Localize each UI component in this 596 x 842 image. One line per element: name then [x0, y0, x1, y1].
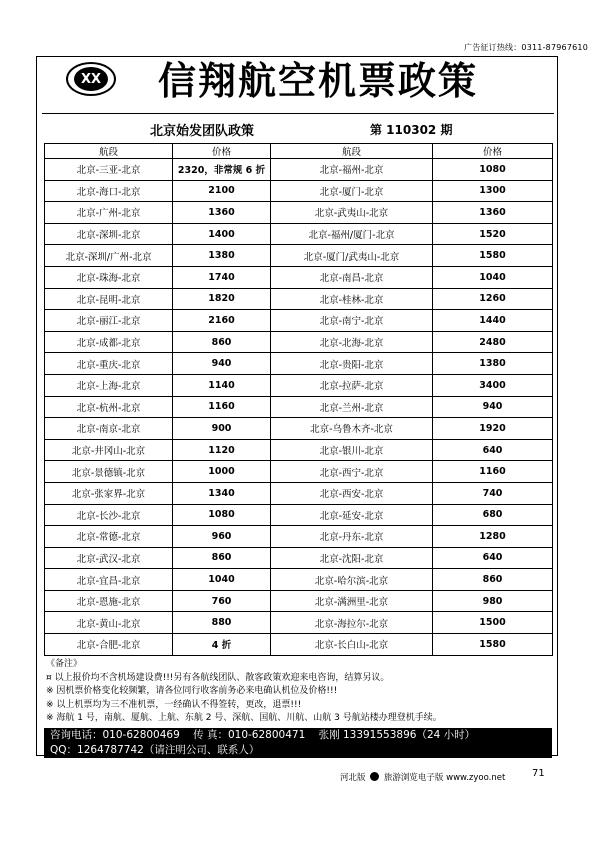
route-cell: 北京-井冈山-北京 — [45, 439, 173, 461]
price-cell: 1140 — [173, 374, 271, 396]
price-cell: 900 — [173, 418, 271, 440]
price-cell: 1400 — [173, 223, 271, 245]
route-cell: 北京-黄山-北京 — [45, 612, 173, 634]
price-cell: 1120 — [173, 439, 271, 461]
route-cell: 北京-珠海-北京 — [45, 266, 173, 288]
price-cell: 980 — [433, 590, 553, 612]
table-row — [45, 223, 553, 245]
table-row — [45, 418, 553, 440]
table-row — [45, 353, 553, 375]
price-cell: 1740 — [173, 266, 271, 288]
table-row — [45, 634, 553, 656]
table-row — [45, 569, 553, 591]
footer-site: 旅游浏览电子版 www.zyoo.net — [383, 773, 506, 783]
fare-table — [44, 143, 553, 656]
route-cell: 北京-成都-北京 — [45, 331, 173, 353]
route-cell: 北京-昆明-北京 — [45, 288, 173, 310]
price-cell: 1440 — [433, 310, 553, 332]
route-cell: 北京-福州-北京 — [271, 159, 433, 181]
route-cell: 北京-桂林-北京 — [271, 288, 433, 310]
route-cell: 北京-满洲里-北京 — [271, 590, 433, 612]
ad-hotline: 广告征订热线：0311-87967610 — [464, 43, 588, 52]
table-row — [45, 288, 553, 310]
route-cell: 北京-北海-北京 — [271, 331, 433, 353]
price-cell: 1360 — [173, 202, 271, 224]
logo-icon — [66, 62, 116, 96]
route-cell: 北京-南昌-北京 — [271, 266, 433, 288]
column-header-price: 价格 — [173, 144, 271, 159]
issue-number: 第 110302 期 — [370, 123, 453, 137]
price-cell: 1580 — [433, 634, 553, 656]
route-cell: 北京-哈尔滨-北京 — [271, 569, 433, 591]
note-line: ※ 海航 1 号，南航、厦航、上航、东航 2 号、深航、国航、川航、山航 3 号航站楼办理登机手续。 — [46, 713, 442, 724]
page-number: 71 — [532, 768, 545, 779]
price-cell: 4 折 — [173, 634, 271, 656]
price-cell: 1080 — [433, 159, 553, 181]
contact-bar — [44, 728, 552, 758]
footer-logo-icon — [370, 772, 379, 781]
route-cell: 北京-贵阳-北京 — [271, 353, 433, 375]
price-cell: 1340 — [173, 482, 271, 504]
contact-person: 张刚 13391553896（24 小时） — [318, 729, 476, 741]
table-row — [45, 202, 553, 224]
route-cell: 北京-合肥-北京 — [45, 634, 173, 656]
route-cell: 北京-重庆-北京 — [45, 353, 173, 375]
price-cell: 760 — [173, 590, 271, 612]
price-cell: 880 — [173, 612, 271, 634]
price-cell: 1820 — [173, 288, 271, 310]
price-cell: 1080 — [173, 504, 271, 526]
price-cell: 1580 — [433, 245, 553, 267]
price-cell: 1040 — [433, 266, 553, 288]
price-cell: 1000 — [173, 461, 271, 483]
brand-title: 信翔航空机票政策 — [158, 59, 479, 103]
route-cell: 北京-武夷山-北京 — [271, 202, 433, 224]
price-cell: 2480 — [433, 331, 553, 353]
route-cell: 北京-广州-北京 — [45, 202, 173, 224]
price-cell: 1380 — [173, 245, 271, 267]
contact-fax: 传 真：010-62800471 — [193, 729, 306, 741]
price-cell: 860 — [433, 569, 553, 591]
price-cell: 860 — [173, 331, 271, 353]
table-row — [45, 331, 553, 353]
route-cell: 北京-丹东-北京 — [271, 526, 433, 548]
route-cell: 北京-厦门/武夷山-北京 — [271, 245, 433, 267]
logo-text: XX — [74, 67, 108, 91]
table-row — [45, 482, 553, 504]
contact-phone: 咨询电话：010-62800469 — [50, 729, 180, 741]
price-cell: 740 — [433, 482, 553, 504]
route-cell: 北京-武汉-北京 — [45, 547, 173, 569]
route-cell: 北京-海拉尔-北京 — [271, 612, 433, 634]
table-row — [45, 526, 553, 548]
price-cell: 1520 — [433, 223, 553, 245]
page-subtitle: 北京始发团队政策 — [150, 124, 255, 139]
route-cell: 北京-张家界-北京 — [45, 482, 173, 504]
table-row — [45, 504, 553, 526]
table-row — [45, 547, 553, 569]
route-cell: 北京-银川-北京 — [271, 439, 433, 461]
route-cell: 北京-南宁-北京 — [271, 310, 433, 332]
price-cell: 1040 — [173, 569, 271, 591]
route-cell: 北京-长白山-北京 — [271, 634, 433, 656]
route-cell: 北京-乌鲁木齐-北京 — [271, 418, 433, 440]
route-cell: 北京-深圳/广州-北京 — [45, 245, 173, 267]
route-cell: 北京-长沙-北京 — [45, 504, 173, 526]
route-cell: 北京-恩施-北京 — [45, 590, 173, 612]
table-row — [45, 310, 553, 332]
table-row — [45, 439, 553, 461]
price-cell: 1160 — [433, 461, 553, 483]
route-cell: 北京-拉萨-北京 — [271, 374, 433, 396]
contact-qq: QQ：1264787742（请注明公司、联系人） — [50, 744, 260, 756]
column-header-price: 价格 — [433, 144, 553, 159]
route-cell: 北京-西宁-北京 — [271, 461, 433, 483]
route-cell: 北京-深圳-北京 — [45, 223, 173, 245]
price-cell: 940 — [433, 396, 553, 418]
notes-heading: 《备注》 — [46, 659, 83, 669]
route-cell: 北京-南京-北京 — [45, 418, 173, 440]
table-header-row — [45, 144, 553, 159]
price-cell: 2320，非常规 6 折 — [173, 159, 271, 181]
price-cell: 640 — [433, 439, 553, 461]
price-cell: 1380 — [433, 353, 553, 375]
route-cell: 北京-西安-北京 — [271, 482, 433, 504]
route-cell: 北京-杭州-北京 — [45, 396, 173, 418]
footer-edition: 河北版 — [340, 773, 366, 783]
route-cell: 北京-沈阳-北京 — [271, 547, 433, 569]
table-row — [45, 180, 553, 202]
price-cell: 2160 — [173, 310, 271, 332]
header-rule — [42, 113, 554, 114]
table-row — [45, 590, 553, 612]
table-row — [45, 374, 553, 396]
column-header-route: 航段 — [45, 144, 173, 159]
route-cell: 北京-上海-北京 — [45, 374, 173, 396]
table-row — [45, 159, 553, 181]
table-row — [45, 266, 553, 288]
note-line: ※ 以上机票均为三不准机票，一经确认不得签转，更改，退票!!! — [46, 699, 302, 710]
table-row — [45, 396, 553, 418]
route-cell: 北京-延安-北京 — [271, 504, 433, 526]
price-cell: 1920 — [433, 418, 553, 440]
route-cell: 北京-景德镇-北京 — [45, 461, 173, 483]
note-line: ※ 因机票价格变化较频繁，请各位同行收客前务必来电确认机位及价格!!! — [46, 686, 338, 697]
price-cell: 940 — [173, 353, 271, 375]
note-line: ¤ 以上报价均不含机场建设费!!!另有各航线团队、散客政策欢迎来电咨询，结算另议。 — [46, 672, 390, 683]
price-cell: 1360 — [433, 202, 553, 224]
price-cell: 640 — [433, 547, 553, 569]
price-cell: 1260 — [433, 288, 553, 310]
route-cell: 北京-三亚-北京 — [45, 159, 173, 181]
fare-table-body — [45, 159, 553, 656]
price-cell: 960 — [173, 526, 271, 548]
price-cell: 3400 — [433, 374, 553, 396]
price-cell: 860 — [173, 547, 271, 569]
price-cell: 2100 — [173, 180, 271, 202]
price-cell: 1500 — [433, 612, 553, 634]
route-cell: 北京-丽江-北京 — [45, 310, 173, 332]
route-cell: 北京-福州/厦门-北京 — [271, 223, 433, 245]
column-header-route: 航段 — [271, 144, 433, 159]
route-cell: 北京-海口-北京 — [45, 180, 173, 202]
price-cell: 680 — [433, 504, 553, 526]
notes-section — [46, 658, 552, 726]
route-cell: 北京-常德-北京 — [45, 526, 173, 548]
footer — [340, 771, 505, 783]
price-cell: 1160 — [173, 396, 271, 418]
table-row — [45, 612, 553, 634]
route-cell: 北京-兰州-北京 — [271, 396, 433, 418]
price-cell: 1280 — [433, 526, 553, 548]
table-row — [45, 461, 553, 483]
table-row — [45, 245, 553, 267]
route-cell: 北京-厦门-北京 — [271, 180, 433, 202]
route-cell: 北京-宜昌-北京 — [45, 569, 173, 591]
price-cell: 1300 — [433, 180, 553, 202]
